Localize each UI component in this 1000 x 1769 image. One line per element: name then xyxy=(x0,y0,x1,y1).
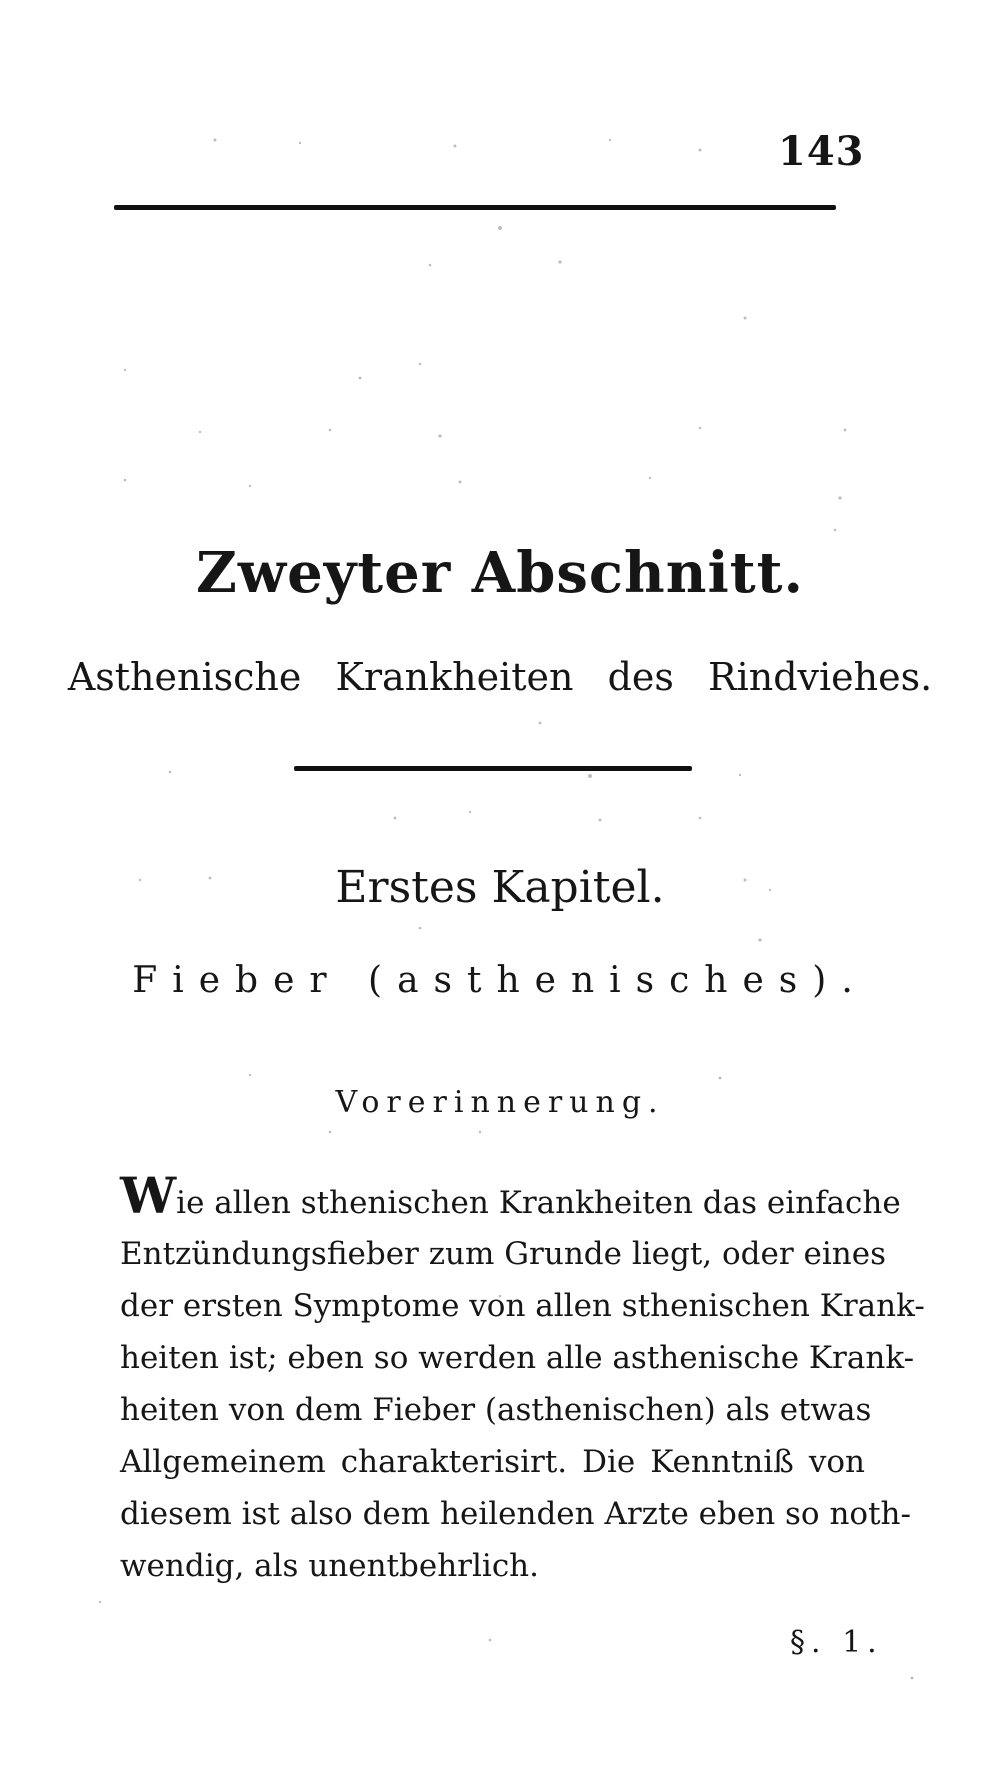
section-divider-rule xyxy=(294,766,692,771)
text-line-content: ie allen sthenischen Krankheiten das einfache xyxy=(176,1185,901,1221)
text-line xyxy=(120,1166,901,1228)
text-line: heiten ist; eben so werden alle asthenische Krank- xyxy=(120,1340,915,1376)
catchword: §. 1. xyxy=(790,1625,883,1660)
text-line: Allgemeinem charakterisirt. Die Kenntniß von xyxy=(120,1444,865,1480)
chapter-title: Erstes Kapitel. xyxy=(335,862,665,913)
drop-cap: W xyxy=(120,1166,177,1225)
body-paragraph xyxy=(120,1166,925,1592)
text-line: Entzündungsfieber zum Grunde liegt, oder eines xyxy=(120,1236,887,1272)
header-rule xyxy=(114,205,836,210)
section-subtitle: Asthenische Krankheiten des Rindviehes. xyxy=(67,655,933,699)
preface-heading: Vorerinnerung. xyxy=(335,1085,665,1120)
section-title: Zweyter Abschnitt. xyxy=(196,540,804,606)
chapter-subtitle: Fieber (asthenisches). xyxy=(132,960,868,1001)
text-line: heiten von dem Fieber (asthenischen) als etwas xyxy=(120,1392,872,1428)
page-number: 143 xyxy=(778,128,865,175)
text-line: wendig, als unentbehrlich. xyxy=(120,1548,539,1584)
text-line: diesem ist also dem heilenden Arzte eben so noth- xyxy=(120,1496,911,1532)
text-line: der ersten Symptome von allen sthenischen Krank- xyxy=(120,1288,925,1324)
